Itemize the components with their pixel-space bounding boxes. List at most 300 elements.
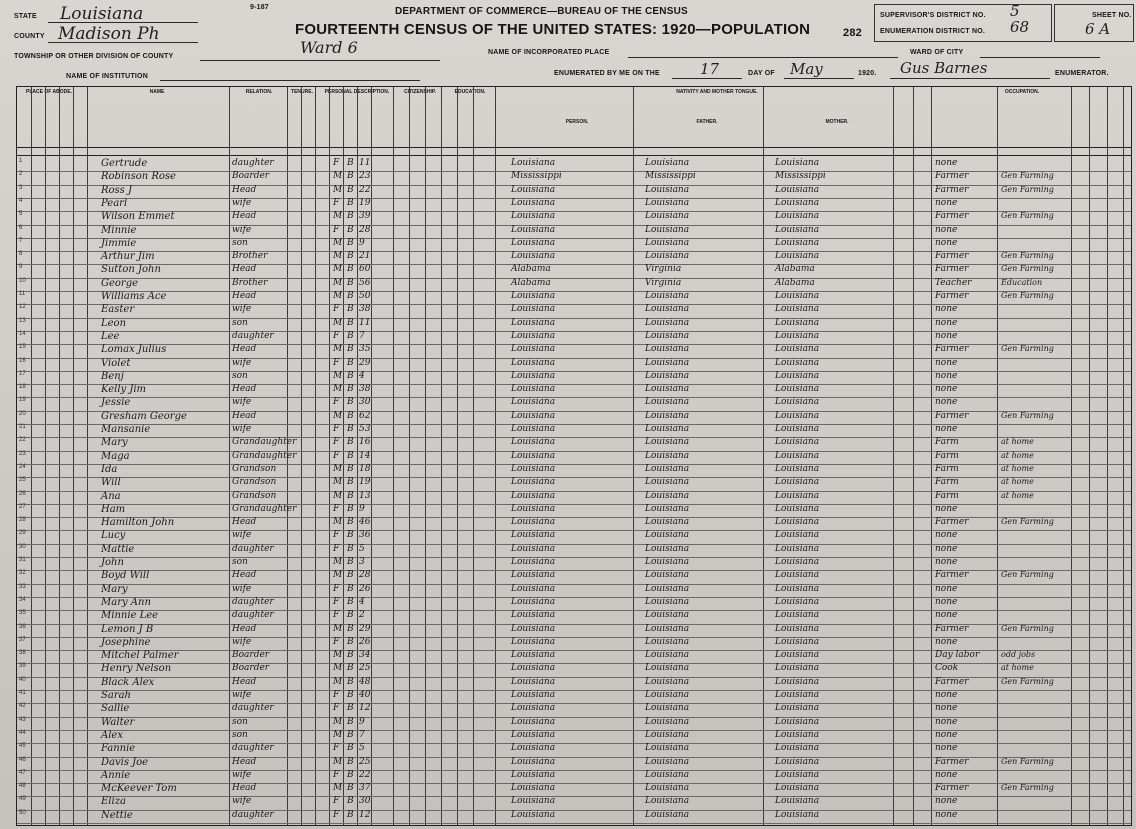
race: B	[347, 304, 354, 315]
father-birthplace: Louisiana	[645, 211, 690, 222]
row-number: 49	[19, 796, 26, 803]
row-number: 9	[19, 264, 23, 271]
row-number: 44	[19, 729, 26, 736]
age: 36	[359, 530, 371, 541]
sex: M	[333, 264, 343, 275]
row-rule	[17, 637, 1131, 638]
age: 30	[359, 796, 371, 807]
relation: son	[232, 716, 248, 727]
birthplace: Louisiana	[511, 158, 556, 168]
enumeration-value: 68	[1010, 18, 1030, 36]
row-rule	[17, 663, 1131, 664]
row-rule	[17, 397, 1131, 398]
sex: M	[333, 370, 343, 381]
birthplace: Louisiana	[511, 676, 556, 687]
person-name: Jimmie	[101, 237, 137, 249]
birthplace: Louisiana	[511, 344, 556, 355]
occupation: Farmer	[935, 264, 969, 275]
father-birthplace: Louisiana	[645, 663, 690, 674]
birthplace: Louisiana	[511, 623, 556, 634]
birthplace: Louisiana	[511, 224, 556, 235]
row-number: 37	[19, 636, 26, 643]
age: 2	[359, 610, 365, 621]
relation: daughter	[232, 610, 274, 621]
row-number: 21	[19, 424, 26, 430]
age: 39	[359, 211, 371, 222]
person-name: Mitchel Palmer	[101, 650, 179, 662]
census-table	[16, 86, 1132, 826]
relation: Grandaughter	[232, 437, 297, 448]
mother-birthplace: Louisiana	[775, 237, 820, 248]
person-name: Walter	[101, 716, 135, 728]
sex: F	[333, 503, 340, 514]
birthplace: Louisiana	[511, 477, 556, 488]
mother-birthplace: Louisiana	[775, 158, 820, 168]
race: B	[347, 517, 354, 528]
age: 22	[359, 769, 371, 780]
birthplace: Louisiana	[511, 743, 556, 754]
relation: son	[232, 557, 248, 567]
mother-birthplace: Louisiana	[775, 517, 820, 528]
race: B	[347, 211, 354, 222]
sex: M	[333, 676, 343, 687]
occupation: Farm	[935, 490, 959, 501]
birthplace: Louisiana	[511, 543, 556, 554]
occupation: none	[935, 636, 958, 647]
birthplace: Louisiana	[511, 503, 556, 514]
row-number: 39	[19, 663, 26, 670]
person-name: Mary Ann	[101, 596, 151, 608]
mother-birthplace: Louisiana	[775, 477, 820, 488]
sex: M	[333, 623, 343, 634]
birthplace: Louisiana	[511, 450, 556, 461]
relation: wife	[232, 424, 252, 434]
race: B	[347, 397, 354, 408]
occupation: Farmer	[935, 570, 969, 581]
row-number: 28	[19, 517, 26, 524]
row-number: 38	[19, 650, 26, 657]
row-number: 33	[19, 583, 26, 590]
father-birthplace: Louisiana	[645, 490, 690, 501]
father-birthplace: Louisiana	[645, 703, 690, 714]
relation: Boarder	[232, 650, 270, 661]
sex: F	[333, 596, 340, 607]
form-number: 9-187	[250, 4, 269, 11]
occupation: none	[935, 690, 958, 700]
row-number: 45	[19, 743, 26, 750]
race: B	[347, 716, 354, 727]
row-number: 7	[19, 237, 23, 244]
age: 3	[359, 557, 365, 567]
sheet-label: SHEET NO.	[1092, 12, 1132, 19]
race: B	[347, 690, 354, 700]
mother-birthplace: Louisiana	[775, 610, 820, 621]
mother-birthplace: Louisiana	[775, 370, 820, 381]
birthplace: Louisiana	[511, 650, 556, 661]
race: B	[347, 264, 354, 275]
occupation: Farmer	[935, 211, 969, 222]
col-father: FATHER.	[696, 119, 718, 125]
mother-birthplace: Louisiana	[775, 743, 820, 754]
age: 28	[359, 224, 371, 235]
incorporated-label: NAME OF INCORPORATED PLACE	[488, 49, 610, 56]
race: B	[347, 623, 354, 634]
age: 48	[359, 676, 371, 687]
father-birthplace: Louisiana	[645, 690, 690, 700]
row-number: 30	[19, 543, 26, 550]
person-name: Leon	[101, 317, 127, 329]
relation: wife	[232, 583, 252, 594]
race: B	[347, 636, 354, 647]
person-name: Lomax Julius	[101, 344, 167, 356]
birthplace: Louisiana	[511, 557, 556, 567]
occupation: Farm	[935, 477, 959, 488]
mother-birthplace: Louisiana	[775, 304, 820, 315]
occupation: Farmer	[935, 783, 969, 794]
race: B	[347, 769, 354, 780]
row-number: 42	[19, 703, 26, 710]
row-number: 22	[19, 437, 26, 444]
father-birthplace: Louisiana	[645, 783, 690, 794]
birthplace: Louisiana	[511, 729, 556, 740]
page-stamp: 282	[843, 27, 862, 39]
row-number: 10	[19, 277, 26, 284]
sex: M	[333, 756, 343, 767]
person-name: Ida	[101, 463, 118, 475]
person-name: Mary	[101, 583, 128, 595]
mother-birthplace: Louisiana	[775, 583, 820, 594]
relation: daughter	[232, 543, 274, 554]
sex: F	[333, 330, 340, 341]
birthplace: Louisiana	[511, 251, 556, 262]
mother-birthplace: Louisiana	[775, 344, 820, 355]
industry: Gen Farming	[1001, 756, 1054, 766]
father-birthplace: Louisiana	[645, 184, 690, 195]
mother-birthplace: Louisiana	[775, 490, 820, 501]
relation: Head	[232, 517, 257, 528]
sex: F	[333, 357, 340, 368]
sex: F	[333, 583, 340, 594]
age: 5	[359, 543, 365, 554]
birthplace: Louisiana	[511, 783, 556, 794]
row-number: 1	[19, 158, 23, 164]
occupation: none	[935, 384, 958, 395]
birthplace: Louisiana	[511, 769, 556, 780]
race: B	[347, 317, 354, 328]
row-rule	[17, 743, 1131, 744]
row-number: 46	[19, 756, 26, 763]
occupation: Teacher	[935, 277, 972, 288]
row-rule	[17, 504, 1131, 505]
industry: Gen Farming	[1001, 184, 1054, 194]
race: B	[347, 557, 354, 567]
occupation: none	[935, 397, 958, 408]
age: 21	[359, 251, 371, 262]
mother-birthplace: Louisiana	[775, 756, 820, 767]
sex: M	[333, 729, 343, 740]
person-name: Kelly Jim	[101, 384, 147, 396]
birthplace: Mississippi	[511, 171, 562, 182]
birthplace: Louisiana	[511, 357, 556, 368]
race: B	[347, 610, 354, 621]
relation: daughter	[232, 158, 274, 168]
row-number: 40	[19, 676, 26, 683]
row-rule	[17, 331, 1131, 332]
race: B	[347, 477, 354, 488]
mother-birthplace: Louisiana	[775, 397, 820, 408]
occupation: none	[935, 796, 958, 807]
mother-birthplace: Louisiana	[775, 543, 820, 554]
race: B	[347, 583, 354, 594]
row-number: 8	[19, 251, 23, 258]
person-name: Lee	[101, 330, 120, 342]
enumerator-value: Gus Barnes	[900, 59, 988, 77]
row-number: 3	[19, 184, 23, 191]
sex: M	[333, 184, 343, 195]
race: B	[347, 357, 354, 368]
father-birthplace: Louisiana	[645, 650, 690, 661]
relation: Brother	[232, 251, 268, 262]
row-rule	[17, 225, 1131, 226]
father-birthplace: Louisiana	[645, 636, 690, 647]
row-number: 5	[19, 211, 23, 218]
row-number: 31	[19, 557, 26, 563]
race: B	[347, 463, 354, 474]
age: 18	[359, 463, 371, 474]
row-rule	[17, 610, 1131, 611]
age: 26	[359, 583, 371, 594]
person-name: Violet	[101, 357, 131, 369]
race: B	[347, 596, 354, 607]
row-number: 23	[19, 450, 26, 457]
relation: daughter	[232, 703, 274, 714]
age: 28	[359, 570, 371, 581]
row-rule	[17, 198, 1131, 199]
row-number: 27	[19, 503, 26, 510]
industry: Gen Farming	[1001, 211, 1054, 221]
father-birthplace: Louisiana	[645, 530, 690, 541]
row-rule	[17, 690, 1131, 691]
person-name: Black Alex	[101, 676, 155, 688]
race: B	[347, 291, 354, 301]
occupation: none	[935, 370, 958, 381]
person-name: Hamilton John	[101, 517, 175, 529]
mother-birthplace: Louisiana	[775, 796, 820, 807]
occupation: Farmer	[935, 291, 969, 301]
enumerated-label: ENUMERATED BY ME ON THE	[554, 70, 660, 77]
mother-birthplace: Louisiana	[775, 676, 820, 687]
birthplace: Louisiana	[511, 370, 556, 381]
relation: wife	[232, 636, 252, 647]
enumeration-label: ENUMERATION DISTRICT NO.	[880, 28, 986, 35]
industry: Gen Farming	[1001, 676, 1054, 686]
sex: F	[333, 769, 340, 780]
occupation: none	[935, 503, 958, 514]
age: 4	[359, 370, 365, 381]
sex: M	[333, 463, 343, 474]
mother-birthplace: Mississippi	[775, 171, 826, 182]
mother-birthplace: Louisiana	[775, 211, 820, 222]
relation: Brother	[232, 277, 268, 288]
person-name: Annie	[101, 769, 131, 781]
col-mother: MOTHER.	[825, 119, 849, 125]
birthplace: Louisiana	[511, 610, 556, 621]
person-name: Eliza	[101, 796, 126, 808]
sex: M	[333, 211, 343, 222]
col-citizenship: CITIZENSHIP.	[404, 89, 436, 95]
relation: Grandson	[232, 477, 277, 488]
mother-birthplace: Louisiana	[775, 463, 820, 474]
father-birthplace: Louisiana	[645, 570, 690, 581]
ward-label: WARD OF CITY	[910, 49, 964, 56]
father-birthplace: Louisiana	[645, 384, 690, 395]
sex: F	[333, 437, 340, 448]
birthplace: Louisiana	[511, 517, 556, 528]
mother-birthplace: Louisiana	[775, 809, 820, 820]
row-number: 4	[19, 197, 23, 204]
mother-birthplace: Louisiana	[775, 530, 820, 541]
father-birthplace: Louisiana	[645, 330, 690, 341]
sex: M	[333, 716, 343, 727]
race: B	[347, 570, 354, 581]
person-name: Josephine	[101, 636, 151, 648]
occupation: Farm	[935, 463, 959, 474]
race: B	[347, 743, 354, 754]
age: 5	[359, 743, 365, 754]
occupation: Farmer	[935, 623, 969, 634]
occupation: none	[935, 743, 958, 754]
industry: Gen Farming	[1001, 171, 1054, 181]
township-label: TOWNSHIP OR OTHER DIVISION OF COUNTY	[14, 53, 174, 60]
occupation: none	[935, 330, 958, 341]
father-birthplace: Louisiana	[645, 583, 690, 594]
sex: M	[333, 277, 343, 288]
age: 34	[359, 650, 371, 661]
age: 16	[359, 437, 371, 448]
race: B	[347, 703, 354, 714]
person-name: Gresham George	[101, 410, 187, 422]
row-number: 12	[19, 304, 26, 311]
relation: Head	[232, 291, 257, 301]
relation: Grandson	[232, 490, 277, 501]
occupation: none	[935, 237, 958, 248]
father-birthplace: Louisiana	[645, 251, 690, 262]
race: B	[347, 783, 354, 794]
father-birthplace: Louisiana	[645, 623, 690, 634]
person-name: Arthur Jim	[101, 251, 155, 263]
age: 22	[359, 184, 371, 195]
race: B	[347, 197, 354, 208]
col-person: PERSON.	[565, 119, 589, 125]
sex: F	[333, 610, 340, 621]
birthplace: Louisiana	[511, 663, 556, 674]
age: 25	[359, 756, 371, 767]
person-name: Benj	[101, 370, 124, 382]
occupation: none	[935, 530, 958, 541]
row-rule	[17, 238, 1131, 239]
father-birthplace: Louisiana	[645, 437, 690, 448]
sex: F	[333, 158, 340, 168]
occupation: none	[935, 543, 958, 554]
birthplace: Louisiana	[511, 756, 556, 767]
birthplace: Louisiana	[511, 317, 556, 328]
race: B	[347, 370, 354, 381]
sex: F	[333, 636, 340, 647]
person-name: Minnie Lee	[101, 610, 159, 622]
industry: at home	[1001, 477, 1034, 487]
person-name: Maga	[101, 450, 130, 462]
industry: Gen Farming	[1001, 410, 1054, 420]
birthplace: Louisiana	[511, 211, 556, 222]
census-title: FOURTEENTH CENSUS OF THE UNITED STATES: 1920—POPULATION	[295, 21, 811, 38]
person-name: Gertrude	[101, 158, 148, 169]
race: B	[347, 384, 354, 395]
person-name: McKeever Tom	[101, 783, 177, 795]
father-birthplace: Louisiana	[645, 410, 690, 421]
sex: F	[333, 703, 340, 714]
row-rule	[17, 491, 1131, 492]
father-birthplace: Louisiana	[645, 463, 690, 474]
row-rule	[17, 318, 1131, 319]
mother-birthplace: Louisiana	[775, 251, 820, 262]
father-birthplace: Louisiana	[645, 317, 690, 328]
relation: wife	[232, 769, 252, 780]
father-birthplace: Louisiana	[645, 743, 690, 754]
sex: M	[333, 410, 343, 421]
mother-birthplace: Louisiana	[775, 424, 820, 434]
person-name: Easter	[101, 304, 135, 316]
occupation: none	[935, 583, 958, 594]
day-of-label: DAY OF	[748, 70, 775, 77]
race: B	[347, 330, 354, 341]
relation: wife	[232, 796, 252, 807]
row-number: 47	[19, 769, 26, 776]
row-rule	[17, 358, 1131, 359]
mother-birthplace: Louisiana	[775, 410, 820, 421]
occupation: Farm	[935, 450, 959, 461]
person-name: Sallie	[101, 703, 130, 715]
occupation: none	[935, 703, 958, 714]
father-birthplace: Louisiana	[645, 197, 690, 208]
person-name: Mattie	[101, 543, 135, 555]
col-occupation: OCCUPATION.	[1004, 89, 1040, 95]
mother-birthplace: Louisiana	[775, 437, 820, 448]
mother-birthplace: Louisiana	[775, 450, 820, 461]
enumerator-label: ENUMERATOR.	[1055, 70, 1109, 77]
row-rule	[17, 477, 1131, 478]
birthplace: Louisiana	[511, 184, 556, 195]
row-rule	[17, 437, 1131, 438]
race: B	[347, 729, 354, 740]
relation: wife	[232, 397, 252, 408]
row-number: 14	[19, 330, 26, 337]
industry: Education	[1001, 277, 1043, 287]
county-value: Madison Ph	[58, 24, 160, 44]
relation: Boarder	[232, 171, 270, 182]
age: 26	[359, 636, 371, 647]
row-rule	[17, 717, 1131, 718]
row-number: 19	[19, 397, 26, 404]
person-name: Williams Ace	[101, 291, 167, 302]
sex: M	[333, 317, 343, 328]
age: 11	[359, 317, 371, 328]
birthplace: Alabama	[511, 264, 551, 275]
race: B	[347, 530, 354, 541]
age: 38	[359, 384, 371, 395]
person-name: Lucy	[101, 530, 126, 542]
person-name: Henry Nelson	[101, 663, 172, 675]
sex: F	[333, 450, 340, 461]
